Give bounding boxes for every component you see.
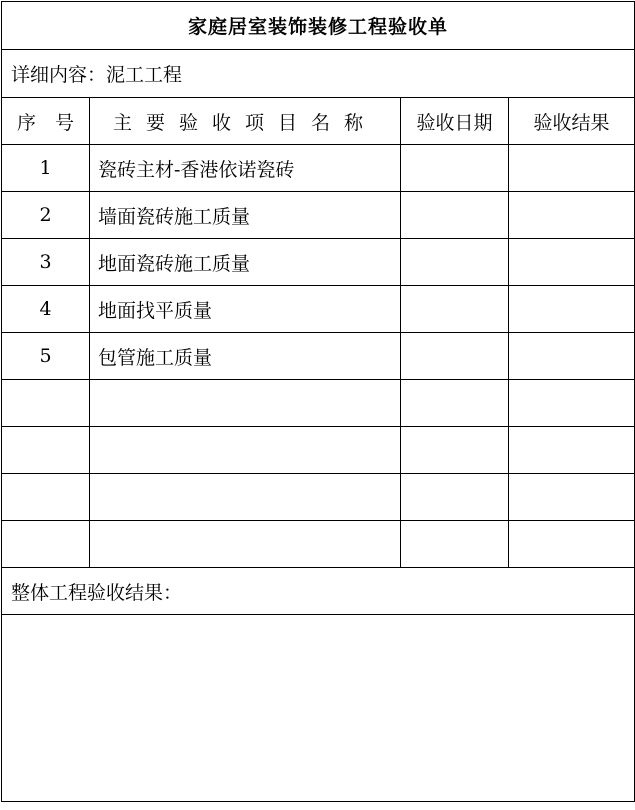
header-item-name: 主要验收项目名称 <box>90 98 401 145</box>
row-date-cell[interactable] <box>401 474 509 521</box>
detail-row <box>2 50 635 98</box>
table-row <box>2 380 635 427</box>
summary-value-row <box>2 615 635 802</box>
row-number: 2 <box>2 192 90 239</box>
row-number[interactable] <box>2 521 90 568</box>
header-row <box>2 98 635 145</box>
row-item-name[interactable] <box>90 427 401 474</box>
row-date-cell[interactable] <box>401 192 509 239</box>
row-number[interactable] <box>2 474 90 521</box>
table-row <box>2 145 635 192</box>
table-row <box>2 521 635 568</box>
row-date-cell[interactable] <box>401 286 509 333</box>
row-date-cell[interactable] <box>401 145 509 192</box>
row-number: 4 <box>2 286 90 333</box>
form-title: 家庭居室装饰装修工程验收单 <box>2 2 635 50</box>
table-row <box>2 286 635 333</box>
row-result-cell[interactable] <box>509 286 635 333</box>
header-date: 验收日期 <box>401 98 509 145</box>
row-item-name: 地面找平质量 <box>90 286 401 333</box>
acceptance-form-table <box>1 1 635 802</box>
row-result-cell[interactable] <box>509 427 635 474</box>
row-date-cell[interactable] <box>401 427 509 474</box>
table-row <box>2 427 635 474</box>
overall-result-field[interactable] <box>2 615 635 802</box>
row-number: 3 <box>2 239 90 286</box>
overall-result-label: 整体工程验收结果： <box>2 568 635 615</box>
detail-content: 详细内容：泥工工程 <box>2 50 635 98</box>
row-number: 5 <box>2 333 90 380</box>
acceptance-form-page <box>0 1 635 810</box>
row-number: 1 <box>2 145 90 192</box>
row-result-cell[interactable] <box>509 239 635 286</box>
row-result-cell[interactable] <box>509 333 635 380</box>
row-result-cell[interactable] <box>509 521 635 568</box>
row-result-cell[interactable] <box>509 192 635 239</box>
row-item-name[interactable] <box>90 521 401 568</box>
row-item-name: 包管施工质量 <box>90 333 401 380</box>
row-date-cell[interactable] <box>401 380 509 427</box>
row-item-name[interactable] <box>90 380 401 427</box>
row-date-cell[interactable] <box>401 239 509 286</box>
row-item-name: 地面瓷砖施工质量 <box>90 239 401 286</box>
row-date-cell[interactable] <box>401 333 509 380</box>
row-result-cell[interactable] <box>509 474 635 521</box>
title-row <box>2 2 635 50</box>
row-result-cell[interactable] <box>509 145 635 192</box>
row-result-cell[interactable] <box>509 380 635 427</box>
summary-label-row <box>2 568 635 615</box>
table-row <box>2 192 635 239</box>
table-row <box>2 474 635 521</box>
header-no: 序 号 <box>2 98 90 145</box>
table-row <box>2 239 635 286</box>
table-row <box>2 333 635 380</box>
row-number[interactable] <box>2 427 90 474</box>
row-date-cell[interactable] <box>401 521 509 568</box>
row-number[interactable] <box>2 380 90 427</box>
row-item-name[interactable] <box>90 474 401 521</box>
header-result: 验收结果 <box>509 98 635 145</box>
row-item-name: 墙面瓷砖施工质量 <box>90 192 401 239</box>
row-item-name: 瓷砖主材-香港依诺瓷砖 <box>90 145 401 192</box>
